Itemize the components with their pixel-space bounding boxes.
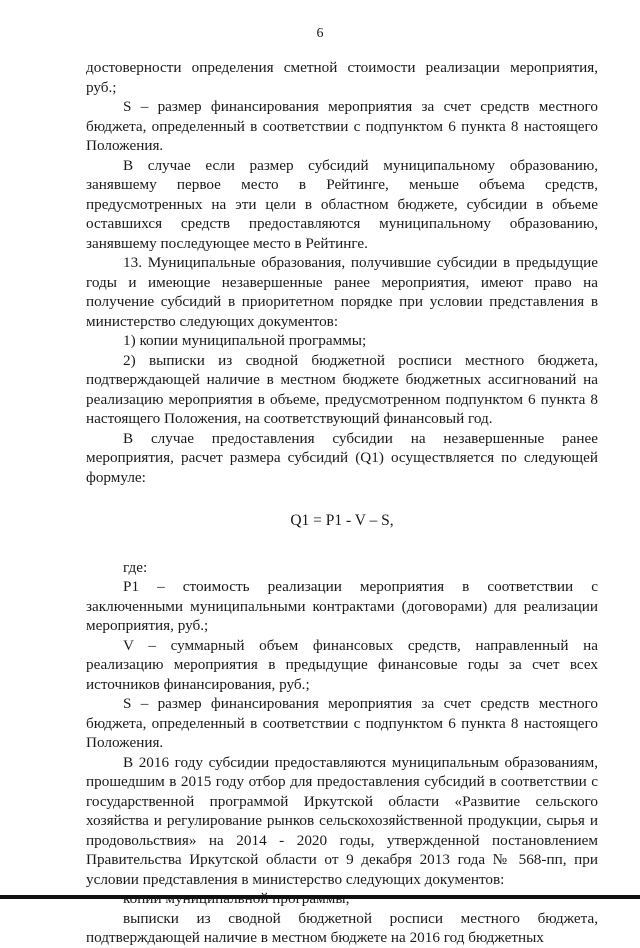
paragraph: S – размер финансирования мероприятия за счет средств местного бюджета, определенный в соответствии с подпунктом 6 пункта 8 настоящего Положения. (86, 98, 598, 154)
paragraph: В случае если размер субсидий муниципальному образованию, занявшему первое место в Рейтинге, меньше объема средств, предусмотренных на эти цели в областном бюджете, субсидии в объеме оставшихся средств предоставляются муниципальному образованию, занявшему последующее место в Рейтинге. (86, 156, 598, 252)
list-item: 1) копии муниципальной программы; (123, 332, 367, 349)
paragraph: где: (123, 558, 148, 576)
page-bottom-border (0, 895, 640, 899)
list-item: выписки из сводной бюджетной росписи местного бюджета, подтверждающей наличие в местном бюджете на 2016 год бюджетных (86, 909, 598, 946)
paragraph: В случае предоставления субсидии на незавершенные ранее мероприятия, расчет размера субсидий (Q1) осуществляется по следующей формуле: (86, 429, 598, 486)
paragraph: достоверности определения сметной стоимости реализации мероприятия, руб.; (86, 59, 598, 96)
page-number: 6 (316, 26, 324, 41)
formula: Q1 = P1 - V – S, (290, 512, 394, 529)
list-item: 2) выписки из сводной бюджетной росписи местного бюджета, подтверждающей наличие в местном бюджете бюджетных ассигнований на реализацию мероприятия в объеме, предусмотренном подпунктом 6 пункта 8 настоящего Положения, на соответствующий финансовый год. (86, 351, 598, 427)
document-body (86, 58, 598, 948)
paragraph: В 2016 году субсидии предоставляются муниципальным образованиям, прошедшим в 2015 году отбор для предоставления субсидий в соответствии с государственной программой Иркутской области «Развитие сельского хозяйства и регулирование рынков сельскохозяйственной продукции, сырья и продовольствия» на 2014 - 2020 годы, утвержденной постановлением Правительства Иркутской области от 9 декабря 2013 года № 568-пп, при условии представления в министерство следующих документов: (86, 753, 598, 888)
definition-item: V – суммарный объем финансовых средств, направленный на реализацию мероприятия в предыдущие финансовые годы за счет всех источников финансирования, руб.; (86, 636, 598, 693)
paragraph: 13. Муниципальные образования, получившие субсидии в предыдущие годы и имеющие незавершенные ранее мероприятия, имеют право на получение субсидий в приоритетном порядке при условии представления в министерство следующих документов: (86, 254, 598, 330)
definition-item: S – размер финансирования мероприятия за счет средств местного бюджета, определенный в соответствии с подпунктом 6 пункта 8 настоящего Положения. (86, 695, 598, 751)
definition-item: P1 – стоимость реализации мероприятия в соответствии с заключенными муниципальными контрактами (договорами) для реализации мероприятия, руб.; (86, 578, 598, 634)
